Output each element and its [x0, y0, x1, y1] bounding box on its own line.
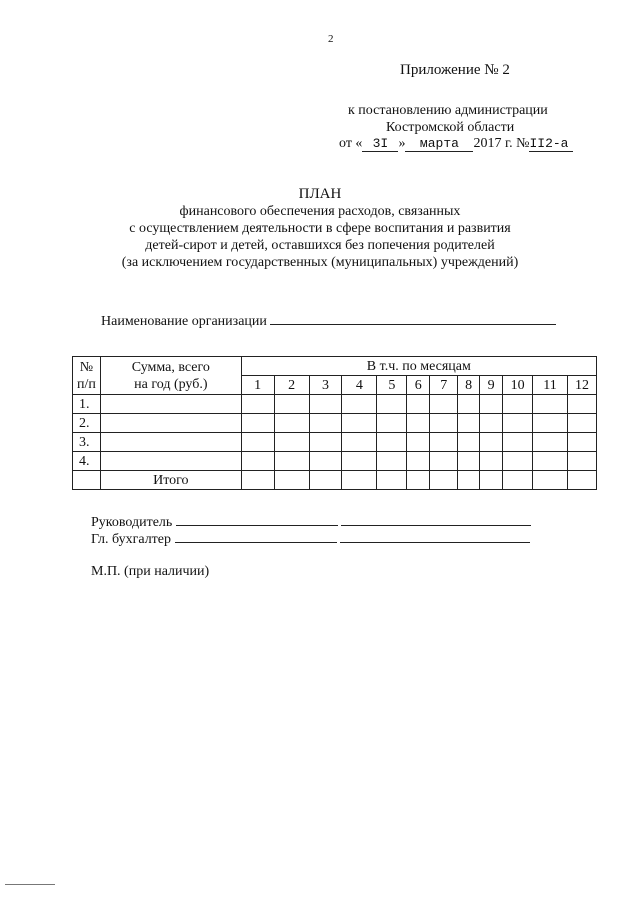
month-header: 10 [503, 376, 533, 395]
table-cell [567, 414, 596, 433]
table-cell [274, 471, 309, 490]
table-cell [503, 433, 533, 452]
table-cell [503, 395, 533, 414]
page-number: 2 [328, 33, 334, 45]
table-cell [309, 452, 342, 471]
table-cell [342, 395, 377, 414]
table-cell [458, 452, 480, 471]
table-cell [458, 471, 480, 490]
row-number: 2. [73, 414, 101, 433]
table-cell [342, 471, 377, 490]
table-cell [430, 414, 458, 433]
month-header: 11 [533, 376, 568, 395]
row-number: 4. [73, 452, 101, 471]
table-cell [274, 433, 309, 452]
col-header-sum: Сумма, всего на год (руб.) [100, 357, 241, 395]
table-cell [342, 452, 377, 471]
table-cell [480, 395, 503, 414]
accountant-signature [91, 529, 530, 548]
table-cell [480, 414, 503, 433]
table-cell [309, 471, 342, 490]
col-header-number: № п/п [73, 357, 101, 395]
table-cell [100, 433, 241, 452]
table-cell [407, 471, 430, 490]
org-name-field [101, 311, 556, 330]
resolution-number: II2-а [529, 136, 573, 152]
total-row [73, 471, 597, 490]
month-header: 6 [407, 376, 430, 395]
table-row [73, 414, 597, 433]
table-cell [377, 414, 407, 433]
plan-title: ПЛАН [298, 186, 342, 202]
resolution-date [339, 136, 573, 152]
title-line: с осуществлением деятельности в сфере воспитания и развития [129, 221, 511, 236]
date-year: 2017 г. № [473, 136, 530, 151]
month-header: 7 [430, 376, 458, 395]
total-label: Итого [100, 471, 241, 490]
stamp-label: М.П. (при наличии) [91, 564, 210, 579]
month-header: 12 [567, 376, 596, 395]
month-header: 5 [377, 376, 407, 395]
table-cell [274, 395, 309, 414]
table-cell [567, 471, 596, 490]
table-cell [377, 452, 407, 471]
month-header: 2 [274, 376, 309, 395]
col-header-months: В т.ч. по месяцам [241, 357, 596, 376]
table-cell [458, 395, 480, 414]
table-cell [241, 395, 274, 414]
table-cell [407, 395, 430, 414]
resolution-line1: к постановлению администрации [348, 103, 548, 118]
table-cell [567, 452, 596, 471]
table-cell [309, 433, 342, 452]
table-cell [274, 452, 309, 471]
table-cell [430, 471, 458, 490]
table-cell [480, 452, 503, 471]
table-cell [241, 471, 274, 490]
table-cell [342, 433, 377, 452]
table-cell [342, 414, 377, 433]
appendix-label: Приложение № 2 [400, 62, 510, 78]
table-row [73, 433, 597, 452]
table-cell [533, 395, 568, 414]
table-cell [430, 452, 458, 471]
table-row [73, 452, 597, 471]
month-header: 4 [342, 376, 377, 395]
table-cell [241, 452, 274, 471]
table-cell [458, 414, 480, 433]
table-cell [100, 414, 241, 433]
month-header: 1 [241, 376, 274, 395]
org-name-label: Наименование организации [101, 314, 267, 329]
table-cell [377, 433, 407, 452]
table-cell [73, 471, 101, 490]
table-cell [533, 414, 568, 433]
table-cell [377, 395, 407, 414]
table-cell [407, 414, 430, 433]
table-cell [100, 395, 241, 414]
scan-mark [5, 884, 55, 885]
title-line: (за исключением государственных (муниципальных) учреждений) [121, 255, 519, 270]
table-cell [503, 414, 533, 433]
org-name-blank [270, 311, 556, 325]
table-cell [533, 471, 568, 490]
date-day: 3I [362, 136, 398, 152]
month-header: 8 [458, 376, 480, 395]
table-cell [309, 414, 342, 433]
title-line: детей-сирот и детей, оставшихся без попечения родителей [145, 238, 495, 253]
table-cell [480, 471, 503, 490]
table-cell [309, 395, 342, 414]
table-cell [503, 471, 533, 490]
head-label: Руководитель [91, 515, 173, 530]
row-number: 3. [73, 433, 101, 452]
table-cell [533, 452, 568, 471]
finance-plan-table [72, 356, 597, 490]
date-mid: » [398, 136, 406, 151]
date-prefix: от « [339, 136, 363, 151]
table-cell [430, 395, 458, 414]
title-line: финансового обеспечения расходов, связанных [179, 204, 461, 219]
table-cell [100, 452, 241, 471]
table-cell [567, 395, 596, 414]
date-month: марта [405, 136, 473, 152]
table-cell [241, 433, 274, 452]
table-cell [274, 414, 309, 433]
table-cell [503, 452, 533, 471]
accountant-label: Гл. бухгалтер [91, 532, 172, 547]
table-cell [407, 433, 430, 452]
month-header: 3 [309, 376, 342, 395]
table-cell [458, 433, 480, 452]
resolution-line2: Костромской области [386, 120, 515, 135]
table-cell [407, 452, 430, 471]
row-number: 1. [73, 395, 101, 414]
table-cell [567, 433, 596, 452]
table-row [73, 395, 597, 414]
table-cell [430, 433, 458, 452]
month-header: 9 [480, 376, 503, 395]
table-cell [241, 414, 274, 433]
table-cell [377, 471, 407, 490]
table-cell [480, 433, 503, 452]
table-cell [533, 433, 568, 452]
